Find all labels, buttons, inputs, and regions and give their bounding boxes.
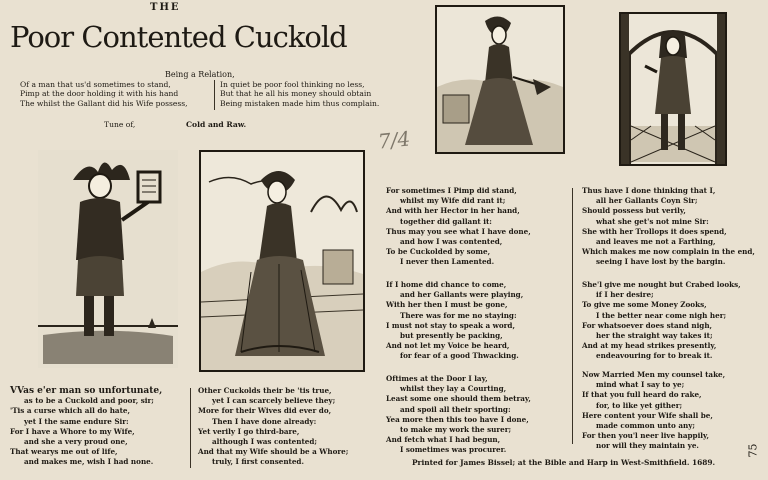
verse-line: 'Tis a curse which all do hate, [10, 406, 130, 416]
verse-line: Thus may you see what I have done, [386, 226, 531, 236]
intro-line: Of a man that us'd sometimes to stand, [20, 80, 171, 89]
page-title: Poor Contented Cuckold [10, 20, 347, 54]
verse-stanza-4 [386, 280, 523, 362]
column-divider [572, 188, 573, 444]
verse-line: Yet verily I go third-bare, [198, 426, 300, 436]
intro-divider [214, 80, 215, 110]
verse-line: although I was contented; [212, 437, 318, 447]
verse-line: if I her desire; [596, 290, 654, 300]
verse-line: endeavouring for to break it. [596, 351, 713, 361]
verse-line: For I have a Whore to my Wife, [10, 426, 135, 436]
intro-line: But that he all his money should obtain [220, 89, 372, 99]
verse-line: and makes me, wish I had none. [24, 457, 154, 467]
verse-line: for fear of a good Thwacking. [400, 351, 519, 361]
verse-line: and spoil all their sporting: [400, 404, 511, 414]
woodcut-lady-image [201, 152, 363, 370]
intro-line: In quiet be poor fool thinking no less, [220, 80, 365, 89]
intro-right [220, 80, 379, 108]
verse-line: Least some one should them betray, [386, 394, 531, 404]
verse-stanza-6 [582, 186, 755, 268]
verse-line: yet I the same endure Sir: [24, 416, 129, 426]
verse-line: To give me some Money Zooks, [582, 300, 707, 310]
verse-line: but presently be packing, [400, 331, 503, 341]
verse-line: She with her Trollops it does spend, [582, 226, 727, 236]
verse-line: Then I have done already: [212, 416, 317, 426]
verse-line: Here content your Wife shall be, [582, 410, 713, 420]
verse-line: as to be a Cuckold and poor, sir; [24, 396, 154, 406]
verse-line: and she a very proud one, [24, 437, 128, 447]
verse-line: yet I can scarcely believe they; [212, 396, 336, 406]
verse-line: what she get's not mine Sir: [596, 216, 709, 226]
verse-line: I sometimes was procurer. [400, 445, 507, 455]
verse-line: to make my work the surer; [400, 425, 512, 435]
verse-stanza-8 [582, 370, 725, 452]
verse-line: and leaves me not a Farthing, [596, 237, 716, 247]
intro-line: The whilst the Gallant did his Wife possess, [20, 98, 188, 108]
woodcut-woman-frame [435, 5, 565, 154]
verse-line: seeing I have lost by the bargin. [596, 257, 726, 267]
verse-stanza-1 [10, 386, 162, 468]
verse-line: made common unto any; [596, 421, 696, 431]
verse-line: And not let my Voice be heard, [386, 341, 510, 351]
verse-line: To be Cuckolded by some, [386, 247, 491, 257]
verse-line: and her Gallants were playing, [400, 290, 524, 300]
verse-line: And at my head strikes presently, [582, 341, 717, 351]
verse-stanza-7 [582, 280, 741, 362]
verse-line: all her Gallants Coyn Sir; [596, 196, 698, 206]
verse-line: her the straight way takes it; [596, 331, 713, 341]
verse-line: nor will they maintain ye. [596, 441, 699, 451]
verse-line: I the better near come nigh her; [596, 310, 727, 320]
verse-line: for, to like yet gither; [596, 400, 683, 410]
verse-line: If I home did chance to come, [386, 280, 507, 289]
intro-left [20, 80, 188, 108]
verse-line: whilst they lay a Courting, [400, 384, 507, 394]
woodcut-gentleman-image [621, 14, 725, 164]
verse-line: With her then I must be gone, [386, 300, 508, 310]
verse-stanza-3 [386, 186, 531, 268]
verse-line: Other Cuckolds their be 'tis true, [198, 386, 332, 395]
intro-line: Being mistaken made him thus complain. [220, 98, 380, 108]
verse-line: I never then Lamented. [400, 257, 495, 267]
page-number: 75 [746, 443, 760, 458]
verse-line: More for their Wives did ever do, [198, 406, 332, 416]
verse-line: For sometimes I Pimp did stand, [386, 186, 517, 195]
verse-line: VVas e'er man so unfortunate, [10, 386, 163, 396]
column-divider [190, 388, 191, 468]
intro-line: Pimp at the door holding it with his hand [20, 89, 179, 99]
verse-line: I must not stay to speak a word, [386, 320, 515, 330]
woodcut-gentleman-frame [619, 12, 727, 166]
verse-line: For whatsoever does stand nigh, [582, 320, 713, 330]
verse-stanza-5 [386, 374, 531, 456]
verse-line: There was for me no staying: [400, 310, 517, 320]
verse-line: mind what I say to ye; [596, 380, 685, 390]
verse-line: Yea more then this too have I done, [386, 414, 529, 424]
verse-line: truly, I first consented. [212, 457, 304, 467]
verse-line: Oftimes at the Door I lay, [386, 374, 488, 383]
verse-line: For then you'l neer live happily, [582, 431, 710, 441]
verse-line: and how I was contented, [400, 237, 503, 247]
woodcut-jester-image [38, 150, 178, 368]
tune-label: Tune of, [104, 120, 136, 129]
verse-line: Thus have I done thinking that I, [582, 186, 716, 195]
verse-line: And fetch what I had begun, [386, 435, 501, 445]
verse-line: And that my Wife should be a Whore; [198, 447, 349, 457]
pre-title: THE [150, 2, 181, 13]
verse-line: Now Married Men my counsel take, [582, 370, 726, 379]
margin-note: 7/4 [376, 126, 412, 154]
verse-line: She'l give me nought but Crabed looks, [582, 280, 741, 289]
verse-stanza-2 [198, 386, 348, 468]
verse-line: That wearys me out of life, [10, 447, 118, 457]
verse-line: Should possess but verily, [582, 206, 686, 216]
verse-line: whilst my Wife did rant it; [400, 196, 506, 206]
printer-imprint: Printed for James Bissel; at the Bible and Harp in West-Smithfield. 1689. [412, 458, 716, 467]
verse-line: Which makes me now complain in the end, [582, 247, 755, 257]
tune-name: Cold and Raw. [186, 120, 247, 129]
woodcut-lady-frame [199, 150, 365, 372]
subtitle: Being a Relation, [165, 70, 235, 79]
verse-line: And with her Hector in her hand, [386, 206, 520, 216]
verse-line: together did gallant it: [400, 216, 492, 226]
verse-line: If that you full heard do rake, [582, 390, 702, 400]
woodcut-woman-image [437, 7, 563, 152]
